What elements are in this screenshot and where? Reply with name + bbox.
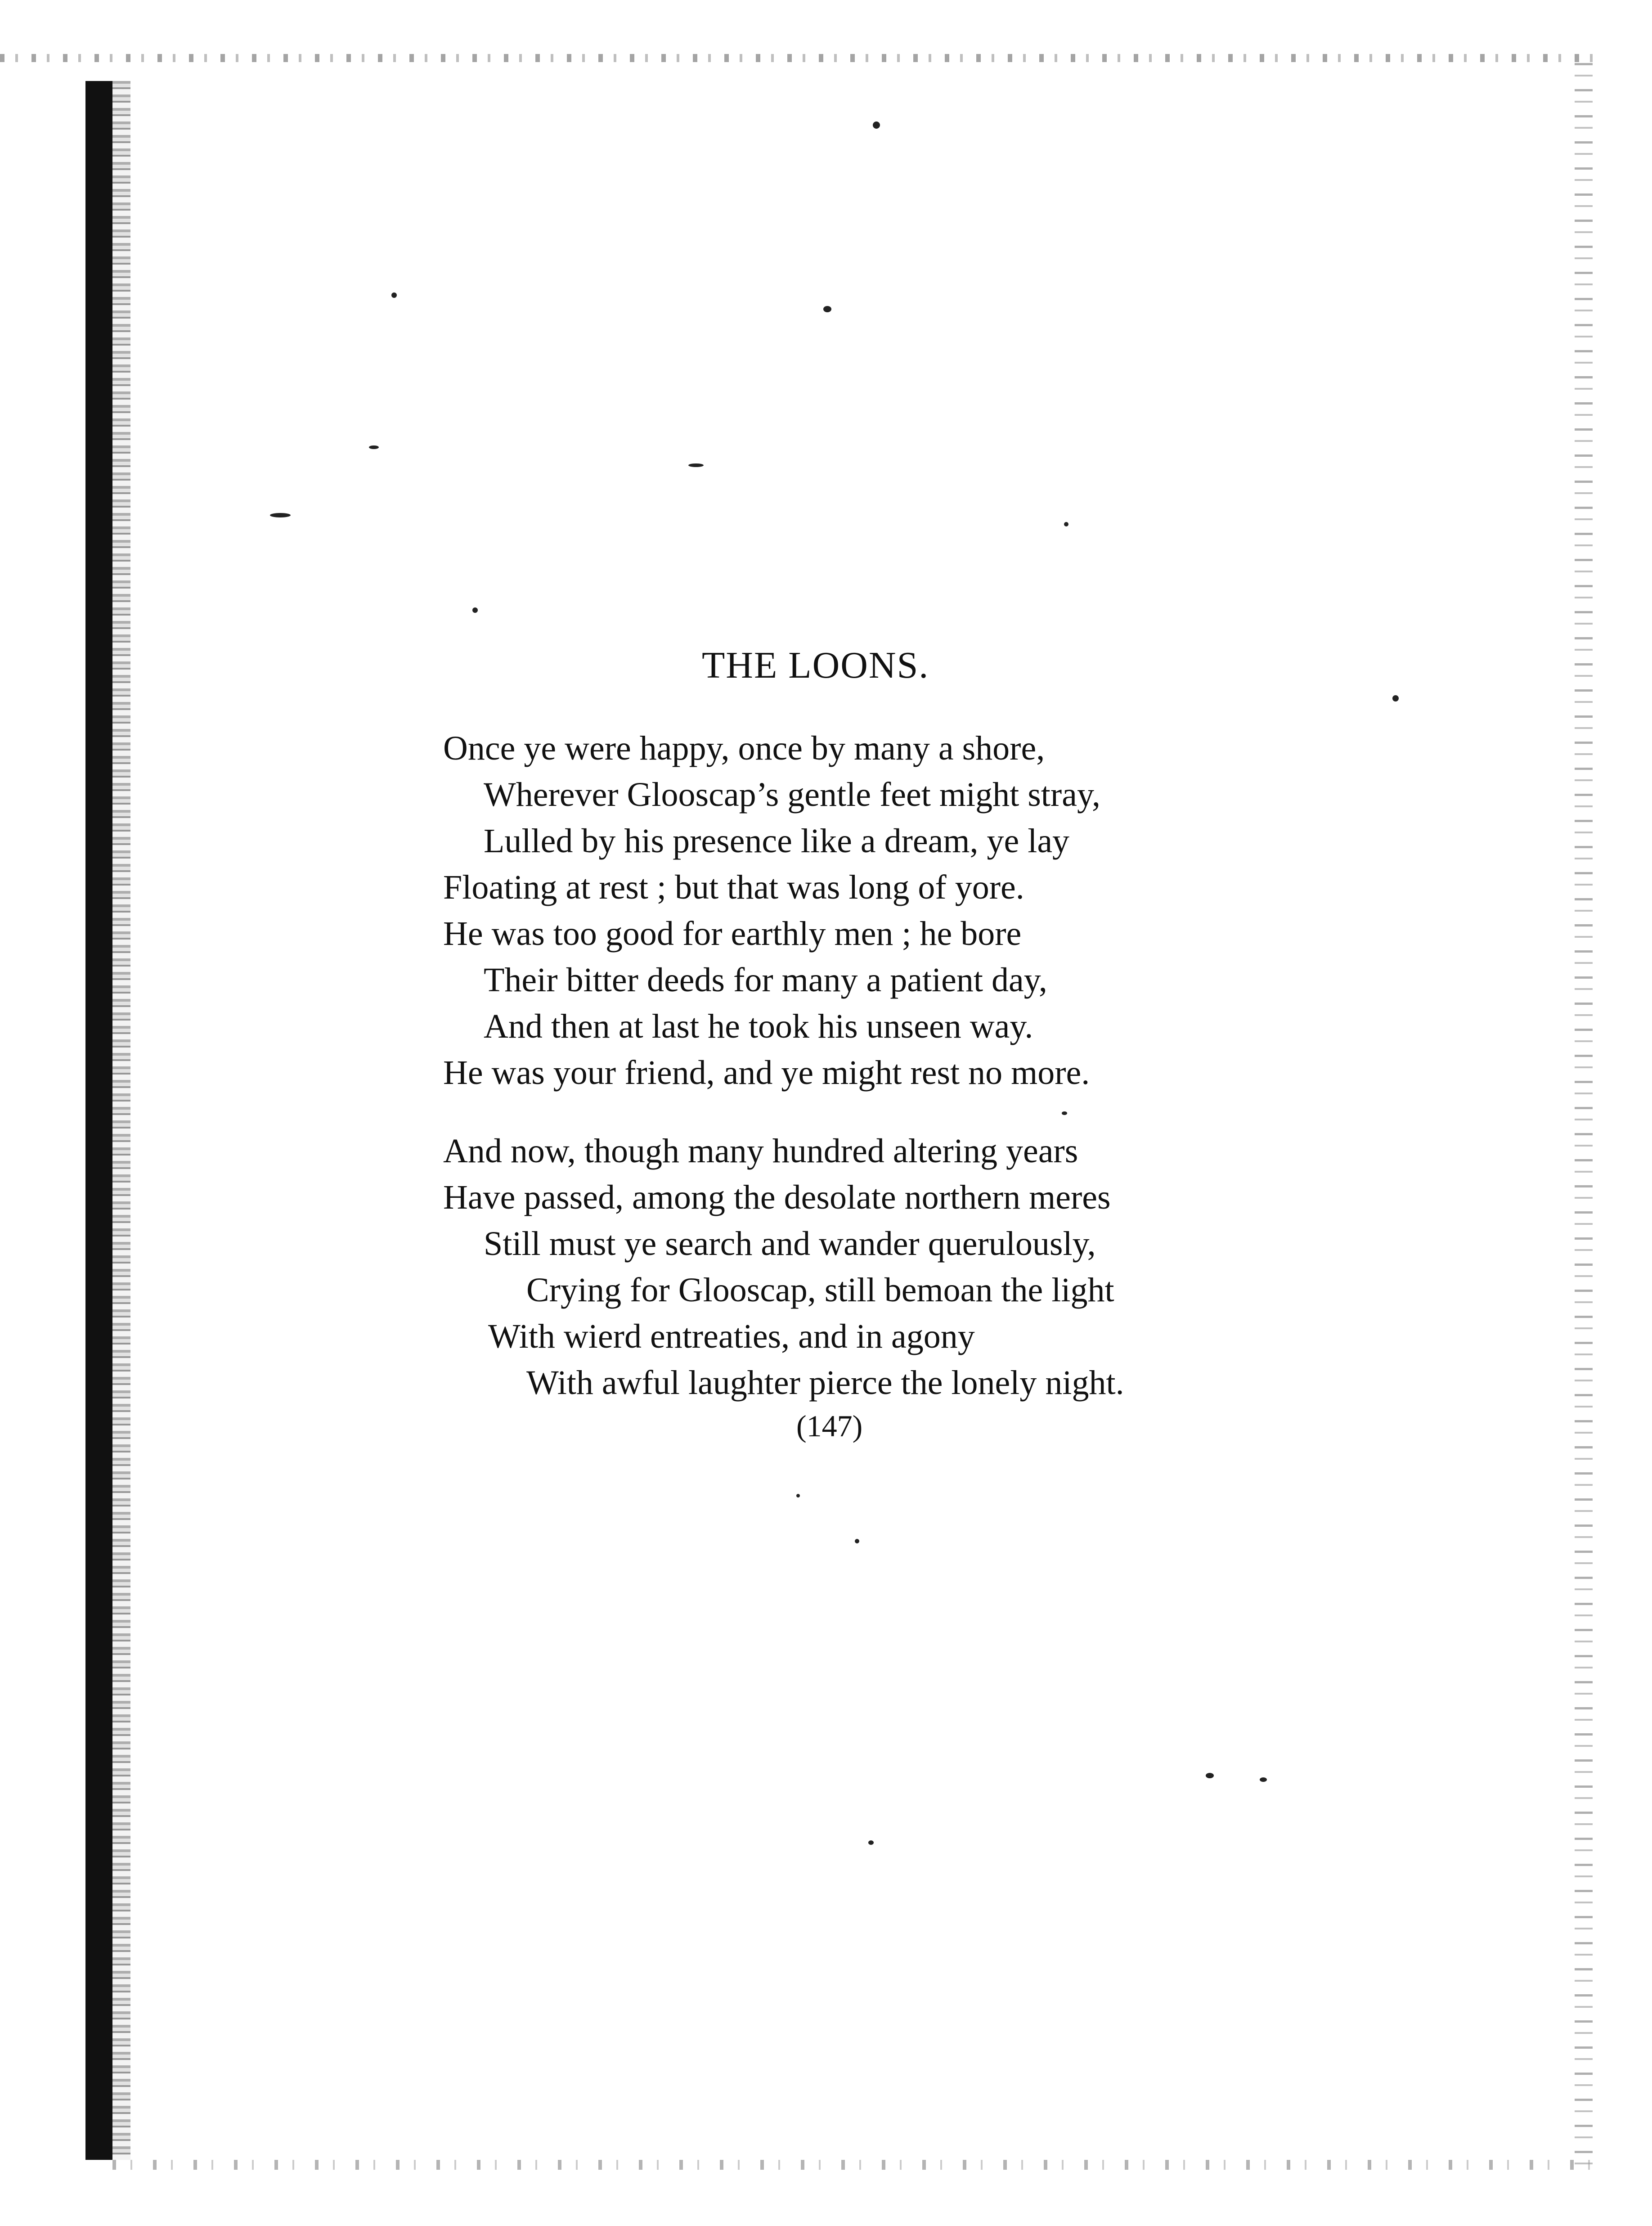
poem-line: Crying for Glooscap, still bemoan the light xyxy=(526,1271,1114,1309)
poem-line: Floating at rest ; but that was long of yore. xyxy=(443,868,1024,906)
poem-line: Lulled by his presence like a dream, ye lay xyxy=(484,822,1070,860)
poem-line: Once ye were happy, once by many a shore, xyxy=(443,729,1045,767)
poem-line: He was too good for earthly men ; he bore xyxy=(443,915,1022,953)
poem-line: He was your friend, and ye might rest no more. xyxy=(443,1054,1090,1092)
poem-line: And now, though many hundred altering years xyxy=(443,1132,1078,1170)
poem-line: With wierd entreaties, and in agony xyxy=(488,1318,975,1355)
poem-title: THE LOONS. xyxy=(702,644,929,686)
poem-line: Have passed, among the desolate northern meres xyxy=(443,1178,1111,1216)
poem-line: With awful laughter pierce the lonely night. xyxy=(526,1364,1124,1402)
page-number: (147) xyxy=(796,1409,863,1443)
poem-line: Still must ye search and wander querulously, xyxy=(484,1225,1096,1263)
poem-line: And then at last he took his unseen way. xyxy=(484,1007,1033,1045)
poem-line: Wherever Glooscap’s gentle feet might stray, xyxy=(484,776,1101,814)
poem-line: Their bitter deeds for many a patient day, xyxy=(484,961,1047,999)
